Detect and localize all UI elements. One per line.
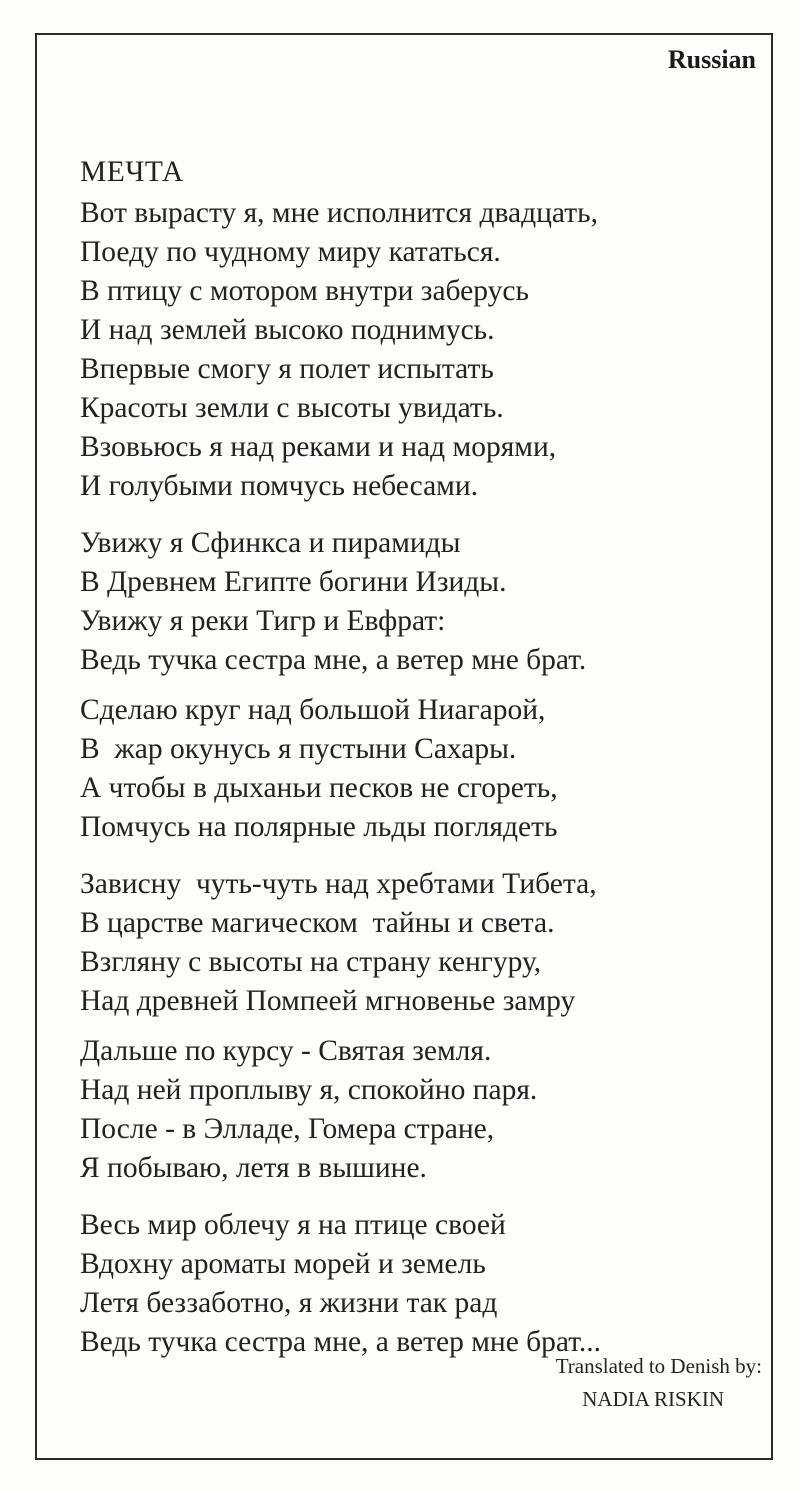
stanza-6: [80, 1206, 601, 1362]
poem-line: Я побываю, летя в вышине.: [80, 1152, 427, 1184]
poem-line: А чтобы в дыханьи песков не сгореть,: [80, 772, 558, 804]
poem-line: После - в Элладе, Гомера стране,: [80, 1113, 495, 1145]
poem-line: Помчусь на полярные льды поглядеть: [80, 811, 558, 843]
poem-line: Вот вырасту я, мне исполнится двадцать,: [80, 197, 598, 229]
poem-line: Над ней проплыву я, спокойно паря.: [80, 1074, 538, 1106]
language-label: Russian: [667, 45, 756, 74]
translator-name: NADIA RISKIN: [582, 1387, 724, 1411]
poem-line: В Древнем Египте богини Изиды.: [80, 566, 507, 598]
poem-line: Взовьюсь я над реками и над морями,: [80, 431, 557, 463]
stanza-1: [80, 194, 601, 506]
poem-line: Ведь тучка сестра мне, а ветер мне брат...: [80, 1326, 602, 1358]
poem-line: В царстве магическом тайны и света.: [80, 907, 555, 939]
poem-line: Весь мир облечу я на птице своей: [80, 1209, 506, 1241]
translator-credit: [556, 1350, 762, 1416]
stanza-5: [80, 1032, 601, 1188]
stanza-2: [80, 524, 601, 680]
poem-line: И голубыми помчусь небесами.: [80, 470, 479, 502]
poem-line: Взгляну с высоты на страну кенгуру,: [80, 946, 542, 978]
poem-line: Увижу я реки Тигр и Евфрат:: [80, 605, 446, 637]
document-frame: [35, 33, 773, 1460]
poem-line: Красоты земли с высоты увидать.: [80, 392, 504, 424]
stanza-3: [80, 691, 601, 847]
poem-line: Вдохну ароматы морей и земель: [80, 1248, 486, 1280]
poem-title: МЕЧТА: [80, 156, 184, 188]
poem: [80, 153, 601, 1380]
poem-line: Впервые смогу я полет испытать: [80, 353, 494, 385]
poem-line: Летя беззаботно, я жизни так рад: [80, 1287, 498, 1319]
poem-line: Над древней Помпеей мгновенье замру: [80, 985, 576, 1017]
poem-line: В жар окунусь я пустыни Сахары.: [80, 733, 517, 765]
poem-line: Сделаю круг над большой Ниагарой,: [80, 694, 546, 726]
poem-line: Зависну чуть-чуть над хребтами Тибета,: [80, 868, 597, 900]
poem-line: В птицу с мотором внутри заберусь: [80, 275, 529, 307]
stanza-4: [80, 865, 601, 1021]
poem-line: Увижу я Сфинкса и пирамиды: [80, 527, 461, 559]
poem-line: Ведь тучка сестра мне, а ветер мне брат.: [80, 644, 587, 676]
poem-line: И над землей высоко поднимусь.: [80, 314, 495, 346]
translated-by-text: Translated to Denish by:: [555, 1354, 762, 1378]
poem-line: Поеду по чудному миру кататься.: [80, 236, 501, 268]
poem-line: Дальше по курсу - Святая земля.: [80, 1035, 492, 1067]
